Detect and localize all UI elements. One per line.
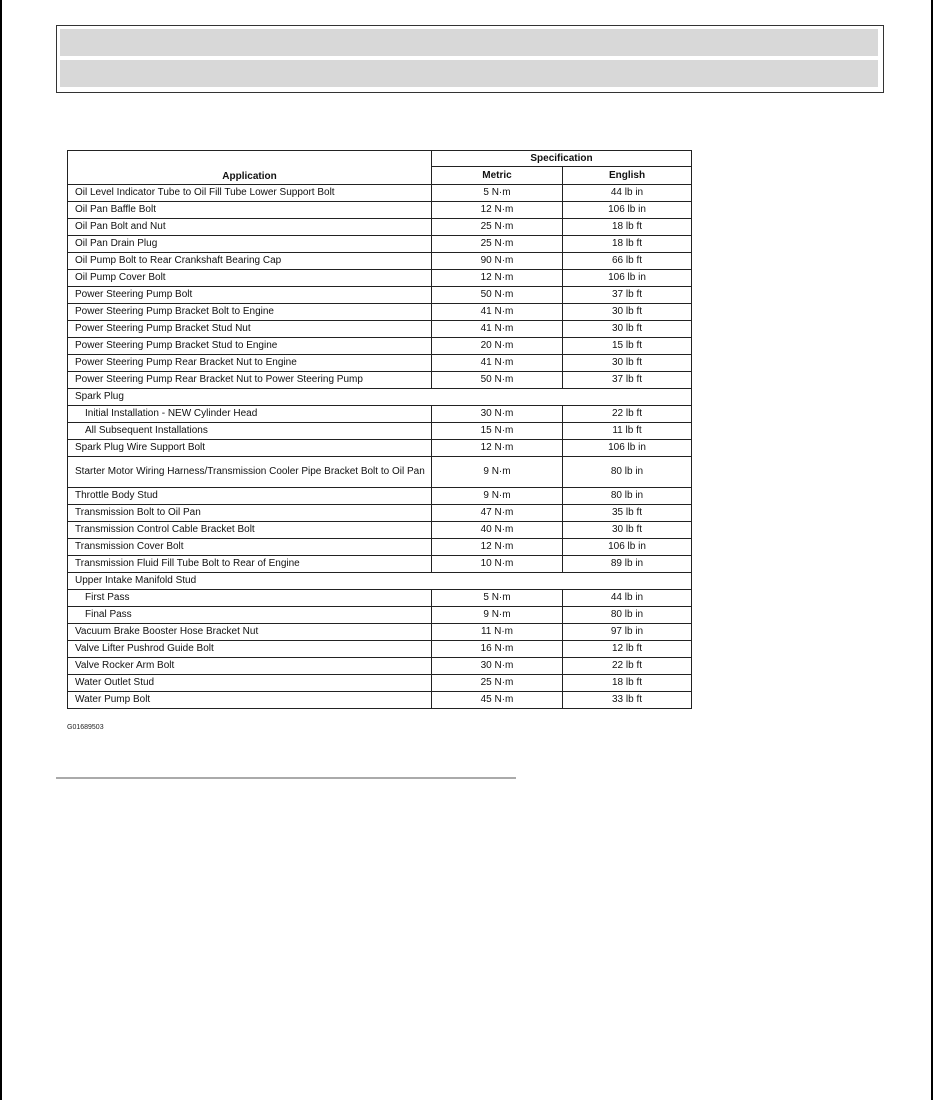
cell-english: 35 lb ft (563, 505, 692, 522)
cell-english: 18 lb ft (563, 236, 692, 253)
page-border-left (0, 0, 2, 1100)
cell-metric: 47 N·m (432, 505, 563, 522)
table-row (68, 372, 692, 389)
cell-application: Transmission Control Cable Bracket Bolt (68, 522, 432, 539)
table-row (68, 675, 692, 692)
cell-application: Spark Plug Wire Support Bolt (68, 440, 432, 457)
table-row (68, 488, 692, 505)
cell-metric: 90 N·m (432, 253, 563, 270)
cell-application: Starter Motor Wiring Harness/Transmission Cooler Pipe Bracket Bolt to Oil Pan (68, 457, 432, 488)
cell-application: Oil Pan Drain Plug (68, 236, 432, 253)
table-row (68, 202, 692, 219)
cell-english: 12 lb ft (563, 641, 692, 658)
column-header-metric: Metric (432, 167, 563, 185)
table-row (68, 423, 692, 440)
table-row (68, 236, 692, 253)
table-row (68, 522, 692, 539)
cell-application: Power Steering Pump Bolt (68, 287, 432, 304)
table-row (68, 338, 692, 355)
cell-metric: 5 N·m (432, 185, 563, 202)
table-row (68, 355, 692, 372)
cell-english: 80 lb in (563, 457, 692, 488)
cell-english: 44 lb in (563, 185, 692, 202)
cell-application: Oil Pump Cover Bolt (68, 270, 432, 287)
header-bar-top (60, 29, 878, 56)
cell-english: 30 lb ft (563, 355, 692, 372)
cell-application: Oil Pan Baffle Bolt (68, 202, 432, 219)
cell-application: Power Steering Pump Rear Bracket Nut to Engine (68, 355, 432, 372)
table-row (68, 505, 692, 522)
cell-english: 11 lb ft (563, 423, 692, 440)
cell-metric: 12 N·m (432, 440, 563, 457)
cell-english: 37 lb ft (563, 372, 692, 389)
column-header-english: English (563, 167, 692, 185)
page-border-right (931, 0, 933, 1100)
cell-metric: 25 N·m (432, 219, 563, 236)
table-row (68, 185, 692, 202)
cell-application: Power Steering Pump Rear Bracket Nut to Power Steering Pump (68, 372, 432, 389)
table-row (68, 304, 692, 321)
cell-application: Valve Lifter Pushrod Guide Bolt (68, 641, 432, 658)
cell-metric: 40 N·m (432, 522, 563, 539)
cell-metric: 12 N·m (432, 202, 563, 219)
table-row (68, 556, 692, 573)
cell-application: All Subsequent Installations (68, 423, 432, 440)
section-label: Upper Intake Manifold Stud (68, 573, 692, 590)
cell-application: Oil Pump Bolt to Rear Crankshaft Bearing Cap (68, 253, 432, 270)
cell-english: 18 lb ft (563, 675, 692, 692)
cell-metric: 16 N·m (432, 641, 563, 658)
cell-application: Final Pass (68, 607, 432, 624)
cell-metric: 9 N·m (432, 457, 563, 488)
cell-application: Initial Installation - NEW Cylinder Head (68, 406, 432, 423)
cell-english: 15 lb ft (563, 338, 692, 355)
cell-english: 30 lb ft (563, 304, 692, 321)
cell-english: 106 lb in (563, 539, 692, 556)
table-row (68, 406, 692, 423)
cell-metric: 41 N·m (432, 321, 563, 338)
cell-metric: 12 N·m (432, 539, 563, 556)
cell-application: Power Steering Pump Bracket Stud Nut (68, 321, 432, 338)
cell-english: 33 lb ft (563, 692, 692, 709)
cell-metric: 50 N·m (432, 287, 563, 304)
table-row (68, 253, 692, 270)
cell-metric: 9 N·m (432, 607, 563, 624)
cell-english: 66 lb ft (563, 253, 692, 270)
cell-application: Throttle Body Stud (68, 488, 432, 505)
column-header-application: Application (68, 151, 432, 185)
cell-metric: 9 N·m (432, 488, 563, 505)
cell-application: Transmission Bolt to Oil Pan (68, 505, 432, 522)
cell-application: Power Steering Pump Bracket Stud to Engine (68, 338, 432, 355)
cell-english: 89 lb in (563, 556, 692, 573)
table-row (68, 539, 692, 556)
cell-english: 106 lb in (563, 270, 692, 287)
cell-english: 80 lb in (563, 488, 692, 505)
cell-english: 37 lb ft (563, 287, 692, 304)
cell-english: 30 lb ft (563, 522, 692, 539)
torque-spec-table (67, 150, 692, 709)
cell-application: Oil Level Indicator Tube to Oil Fill Tube Lower Support Bolt (68, 185, 432, 202)
cell-english: 22 lb ft (563, 406, 692, 423)
cell-metric: 45 N·m (432, 692, 563, 709)
table-row (68, 607, 692, 624)
page-header (56, 25, 884, 93)
cell-metric: 15 N·m (432, 423, 563, 440)
table-row (68, 440, 692, 457)
cell-metric: 20 N·m (432, 338, 563, 355)
cell-application: First Pass (68, 590, 432, 607)
cell-application: Oil Pan Bolt and Nut (68, 219, 432, 236)
cell-metric: 25 N·m (432, 236, 563, 253)
cell-english: 44 lb in (563, 590, 692, 607)
cell-metric: 25 N·m (432, 675, 563, 692)
header-bar-bottom (60, 60, 878, 87)
table-section-row (68, 389, 692, 406)
cell-metric: 50 N·m (432, 372, 563, 389)
cell-metric: 10 N·m (432, 556, 563, 573)
table-body (68, 185, 692, 709)
table-section-row (68, 573, 692, 590)
cell-application: Water Pump Bolt (68, 692, 432, 709)
cell-metric: 11 N·m (432, 624, 563, 641)
cell-application: Transmission Cover Bolt (68, 539, 432, 556)
cell-metric: 41 N·m (432, 304, 563, 321)
cell-metric: 12 N·m (432, 270, 563, 287)
cell-metric: 41 N·m (432, 355, 563, 372)
cell-english: 106 lb in (563, 440, 692, 457)
cell-english: 30 lb ft (563, 321, 692, 338)
table-row (68, 287, 692, 304)
table-row (68, 270, 692, 287)
cell-metric: 5 N·m (432, 590, 563, 607)
figure-id: G01689503 (67, 724, 104, 731)
section-label: Spark Plug (68, 389, 692, 406)
table-row (68, 641, 692, 658)
cell-application: Transmission Fluid Fill Tube Bolt to Rear of Engine (68, 556, 432, 573)
cell-english: 22 lb ft (563, 658, 692, 675)
table-row (68, 219, 692, 236)
cell-application: Valve Rocker Arm Bolt (68, 658, 432, 675)
cell-english: 106 lb in (563, 202, 692, 219)
cell-application: Power Steering Pump Bracket Bolt to Engine (68, 304, 432, 321)
table-row (68, 658, 692, 675)
table-row (68, 457, 692, 488)
table-row (68, 590, 692, 607)
cell-metric: 30 N·m (432, 406, 563, 423)
column-header-specification: Specification (432, 151, 692, 167)
cell-application: Vacuum Brake Booster Hose Bracket Nut (68, 624, 432, 641)
table-row (68, 321, 692, 338)
cell-english: 18 lb ft (563, 219, 692, 236)
horizontal-rule (56, 777, 516, 779)
table-row (68, 624, 692, 641)
cell-english: 97 lb in (563, 624, 692, 641)
cell-application: Water Outlet Stud (68, 675, 432, 692)
cell-metric: 30 N·m (432, 658, 563, 675)
cell-english: 80 lb in (563, 607, 692, 624)
table-row (68, 692, 692, 709)
